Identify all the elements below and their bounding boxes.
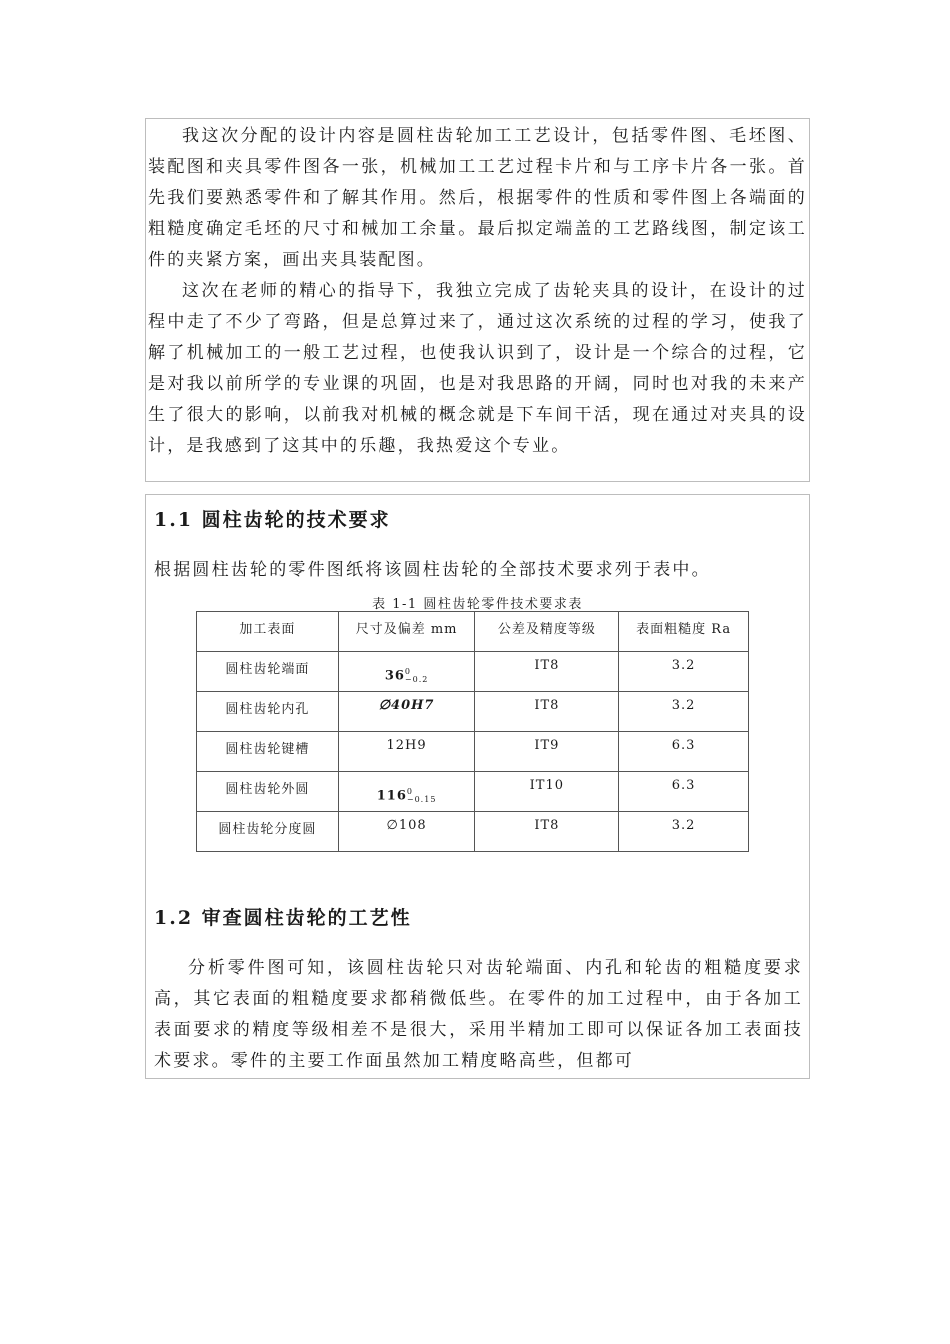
cell-size bbox=[338, 812, 475, 852]
cell-surface: 圆柱齿轮端面 bbox=[197, 652, 339, 692]
cell-grade: IT9 bbox=[475, 732, 619, 772]
header-grade: 公差及精度等级 bbox=[475, 612, 619, 652]
cell-surface: 圆柱齿轮内孔 bbox=[197, 692, 339, 732]
cell-grade: IT8 bbox=[475, 692, 619, 732]
cell-roughness: 3.2 bbox=[619, 652, 749, 692]
cell-surface: 圆柱齿轮分度圆 bbox=[197, 812, 339, 852]
size-nominal: ∅108 bbox=[386, 818, 427, 833]
cell-size bbox=[338, 732, 475, 772]
table-row bbox=[197, 772, 749, 812]
cell-grade: IT8 bbox=[475, 812, 619, 852]
header-size: 尺寸及偏差 mm bbox=[338, 612, 475, 652]
size-lower-deviation: −0.2 bbox=[404, 675, 429, 684]
cell-size bbox=[338, 652, 475, 692]
size-nominal: 12H9 bbox=[386, 738, 427, 753]
intro-paragraph-1: 我这次分配的设计内容是圆柱齿轮加工工艺设计，包括零件图、毛坯图、装配图和夹具零件图各一张，机械加工工艺过程卡片和与工序卡片各一张。首先我们要熟悉零件和了解其作用。然后，根据零件的性质和零件图上各端面的粗糙度确定毛坯的尺寸和械加工余量。最后拟定端盖的工艺路线图，制定该工件的夹紧方案，画出夹具装配图。 bbox=[148, 126, 807, 270]
section-1-1-heading: 1.1 圆柱齿轮的技术要求 bbox=[154, 509, 391, 531]
cell-size bbox=[338, 772, 475, 812]
size-lower-deviation: −0.15 bbox=[406, 795, 437, 804]
cell-surface: 圆柱齿轮键槽 bbox=[197, 732, 339, 772]
size-upper-deviation: 0 bbox=[404, 667, 411, 676]
header-roughness: 表面粗糙度 Ra bbox=[619, 612, 749, 652]
size-nominal: 36 bbox=[384, 668, 405, 684]
cell-grade: IT8 bbox=[475, 652, 619, 692]
cell-grade: IT10 bbox=[475, 772, 619, 812]
header-surface: 加工表面 bbox=[197, 612, 339, 652]
size-nominal: ∅40H7 bbox=[378, 698, 435, 713]
intro-paragraph-2: 这次在老师的精心的指导下，我独立完成了齿轮夹具的设计，在设计的过程中走了不少了弯路，但是总算过来了，通过这次系统的过程的学习，使我了解了机械加工的一般工艺过程，也使我认识到了，设计是一个综合的过程，它是对我以前所学的专业课的巩固，也是对我思路的开阔，同时也对我的未来产生了很大的影响，以前我对机械的概念就是下车间干活，现在通过对夹具的设计，是我感到了这其中的乐趣，我热爱这个专业。 bbox=[148, 281, 807, 456]
table-row bbox=[197, 732, 749, 772]
cell-size bbox=[338, 692, 475, 732]
section-1-1-intro: 根据圆柱齿轮的零件图纸将该圆柱齿轮的全部技术要求列于表中。 bbox=[154, 560, 711, 580]
table-row bbox=[197, 812, 749, 852]
cell-roughness: 6.3 bbox=[619, 772, 749, 812]
cell-surface: 圆柱齿轮外圆 bbox=[197, 772, 339, 812]
table-row bbox=[197, 692, 749, 732]
intro-text-box bbox=[145, 118, 810, 482]
size-upper-deviation: 0 bbox=[406, 787, 413, 796]
table-caption: 表 1-1 圆柱齿轮零件技术要求表 bbox=[372, 597, 583, 612]
cell-roughness: 3.2 bbox=[619, 812, 749, 852]
section-1-2-paragraph: 分析零件图可知，该圆柱齿轮只对齿轮端面、内孔和轮齿的粗糙度要求高，其它表面的粗糙度要求都稍微低些。在零件的加工过程中，由于各加工表面要求的精度等级相差不是很大，采用半精加工即可以保证各加工表面技术要求。零件的主要工作面虽然加工精度略高些，但都可 bbox=[154, 958, 803, 1071]
section-1-2-heading: 1.2 审查圆柱齿轮的工艺性 bbox=[154, 907, 412, 929]
cell-roughness: 3.2 bbox=[619, 692, 749, 732]
section-box bbox=[145, 494, 810, 1079]
tech-requirements-table bbox=[196, 611, 749, 852]
size-nominal: 116 bbox=[376, 788, 407, 804]
table-row bbox=[197, 652, 749, 692]
cell-roughness: 6.3 bbox=[619, 732, 749, 772]
table-header-row bbox=[197, 612, 749, 652]
